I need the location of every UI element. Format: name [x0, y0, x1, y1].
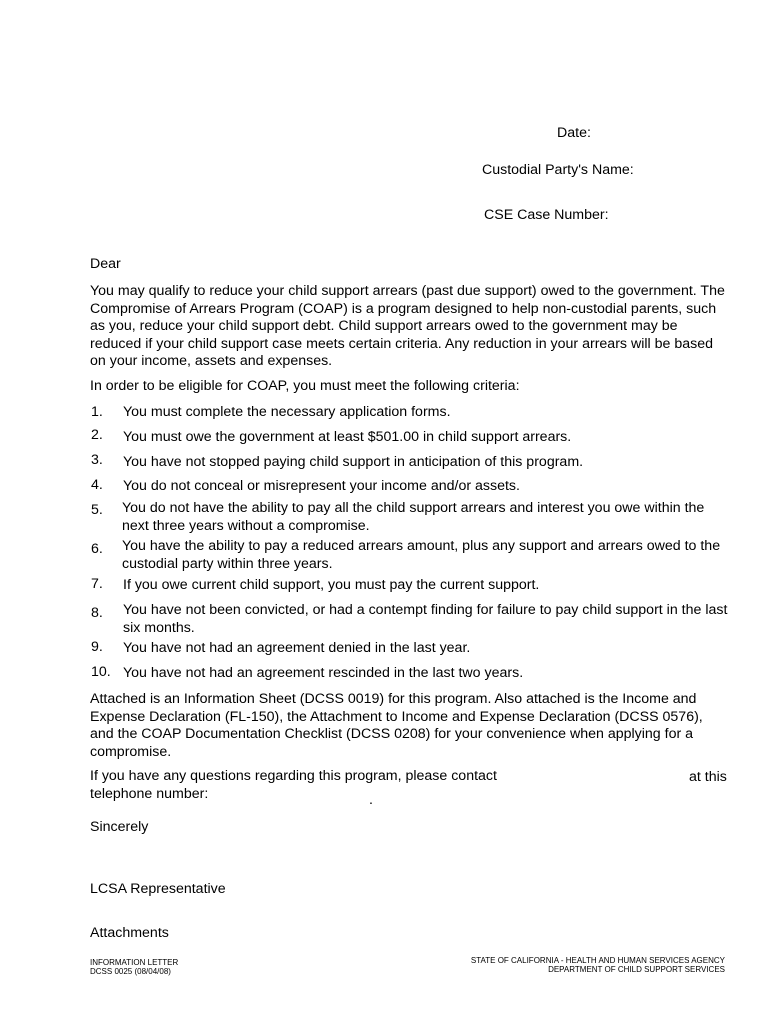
cse-case-number-label: CSE Case Number: — [484, 207, 609, 223]
criteria-number: 1. — [91, 404, 103, 420]
criteria-number: 8. — [91, 605, 103, 621]
criteria-number: 7. — [91, 576, 103, 592]
criteria-item: If you owe current child support, you must pay the current support. — [123, 577, 540, 593]
signature-title: LCSA Representative — [90, 881, 226, 897]
form-name: INFORMATION LETTER — [90, 958, 179, 967]
telephone-label: telephone number: — [90, 786, 209, 802]
criteria-item: You must complete the necessary application forms. — [123, 404, 451, 420]
criteria-intro: In order to be eligible for COAP, you must meet the following criteria: — [90, 378, 520, 394]
criteria-item: You have not been convicted, or had a contempt finding for failure to pay child support in the last six months. — [123, 602, 728, 636]
criteria-number: 6. — [91, 541, 103, 557]
criteria-number: 4. — [91, 477, 103, 493]
criteria-item: You must owe the government at least $501.00 in child support arrears. — [123, 429, 572, 445]
criteria-number: 3. — [91, 452, 103, 468]
criteria-item: You do not conceal or misrepresent your income and/or assets. — [123, 478, 520, 494]
criteria-item: You do not have the ability to pay all the child support arrears and interest you owe within the next three years without a compromise. — [122, 500, 705, 534]
salutation: Dear — [90, 256, 121, 272]
criteria-item: You have not stopped paying child support in anticipation of this program. — [123, 454, 584, 470]
agency-line-1: STATE OF CALIFORNIA - HEALTH AND HUMAN SERVICES AGENCY — [470, 956, 725, 965]
attached-paragraph: Attached is an Information Sheet (DCSS 0019) for this program. Also attached is the Income and Expense Declaration (FL-150), the Attachment to Income and Expense Declaration (DCSS 0576), and the COAP Documentation Checklist (DCSS 0208) for your convenience when applying for a compromise. — [90, 691, 703, 760]
form-number: DCSS 0025 (08/04/08) — [90, 967, 171, 976]
telephone-period: . — [369, 792, 373, 808]
attachments-label: Attachments — [90, 925, 169, 941]
criteria-number: 2. — [91, 427, 103, 443]
criteria-item: You have not had an agreement rescinded in the last two years. — [123, 665, 524, 681]
questions-text: If you have any questions regarding this program, please contact — [90, 768, 497, 784]
criteria-number: 10. — [91, 664, 111, 680]
date-label: Date: — [557, 125, 591, 141]
agency-line-2: DEPARTMENT OF CHILD SUPPORT SERVICES — [548, 965, 725, 974]
closing-sincerely: Sincerely — [90, 819, 149, 835]
custodial-party-name-label: Custodial Party's Name: — [482, 162, 634, 178]
criteria-number: 5. — [91, 502, 103, 518]
criteria-item: You have the ability to pay a reduced arrears amount, plus any support and arrears owed to the custodial party within three years. — [122, 538, 721, 572]
criteria-number: 9. — [91, 639, 103, 655]
criteria-item: You have not had an agreement denied in the last year. — [123, 640, 471, 656]
at-this-text: at this — [689, 769, 727, 785]
intro-paragraph: You may qualify to reduce your child support arrears (past due support) owed to the government. The Compromise of Arrears Program (COAP) is a program designed to help non-custodial parents, such as you, reduce your child support debt. Child support arrears owed to the government may be reduced if your child support case meets certain criteria. Any reduction in your arrears will be based on your income, assets and expenses. — [90, 283, 725, 370]
